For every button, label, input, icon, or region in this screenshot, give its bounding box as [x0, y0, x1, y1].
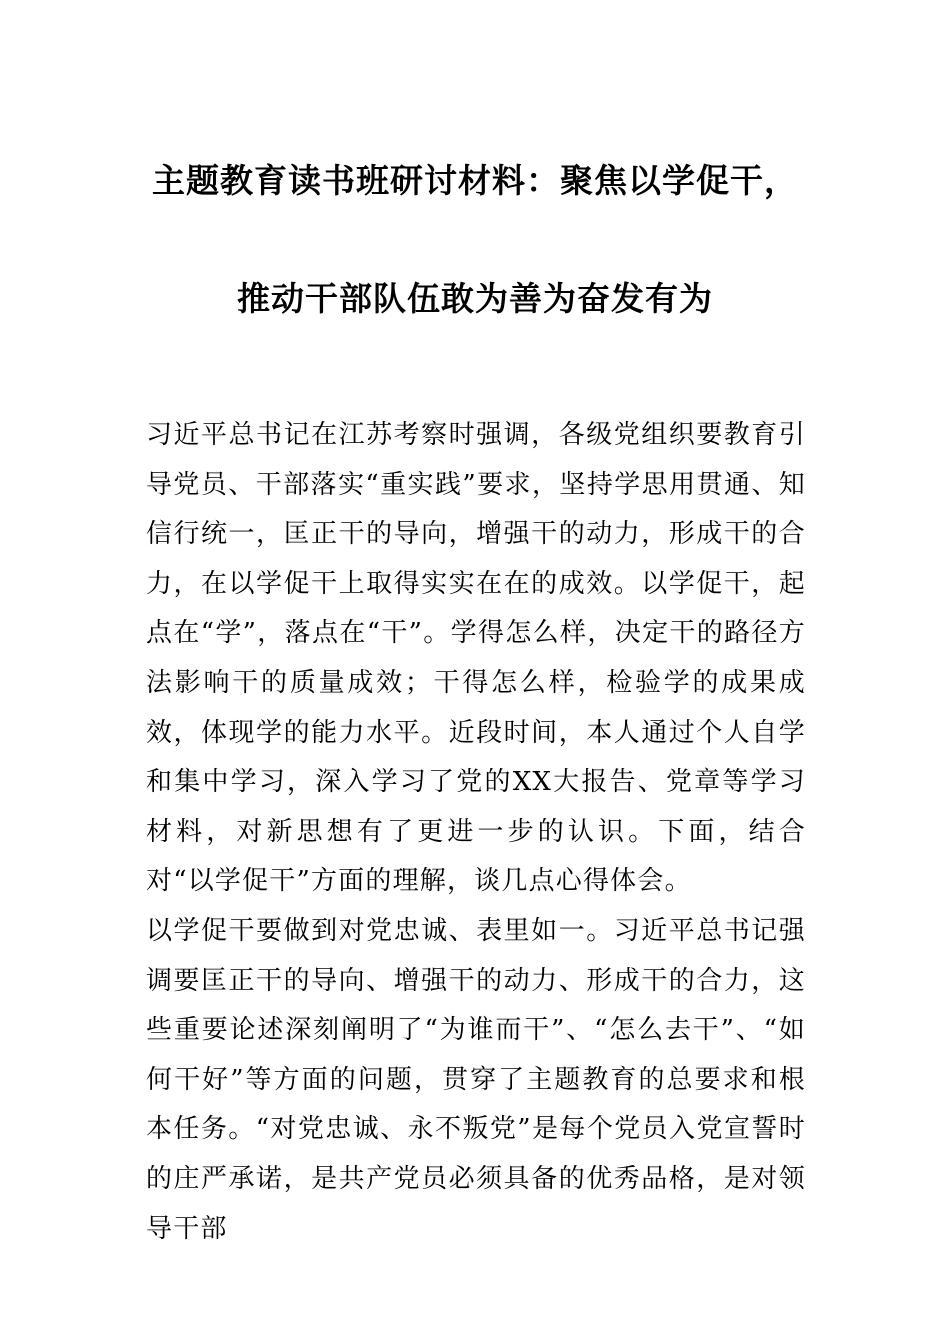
- body-paragraph-1: 习近平总书记在江苏考察时强调，各级党组织要教育引导党员、干部落实“重实践”要求，坚持学思用贯通、知信行统一，匡正干的导向，增强干的动力，形成干的合力，在以学促干上取得实实在在的成效。以学促干，起点在“学”，落点在“干”。学得怎么样，决定干的路径方法影响干的质量成效；干得怎么样，检验学的成果成效，体现学的能力水平。近段时间，本人通过个人自学和集中学习，深入学习了党的XX大报告、党章等学习材料，对新思想有了更进一步的认识。下面，结合对“以学促干”方面的理解，谈几点心得体会。: [146, 420, 806, 897]
- document-title-line-2: 推动干部队伍敢为善为奋发有为: [237, 279, 713, 318]
- body-paragraph-2: 以学促干要做到对党忠诚、表里如一。习近平总书记强调要匡正干的导向、增强干的动力、形成干的合力，这些重要论述深刻阐明了“为谁而干”、“怎么去干”、“如何干好”等方面的问题，贯穿了主题教育的总要求和根本任务。“对党忠诚、永不叛党”是每个党员入党宣誓时的庄严承诺，是共产党员必须具备的优秀品格，是对领导干部: [146, 915, 806, 1244]
- document-title-line-1: 主题教育读书班研讨材料：聚焦以学促干，: [152, 161, 798, 200]
- document-body: [146, 411, 806, 1254]
